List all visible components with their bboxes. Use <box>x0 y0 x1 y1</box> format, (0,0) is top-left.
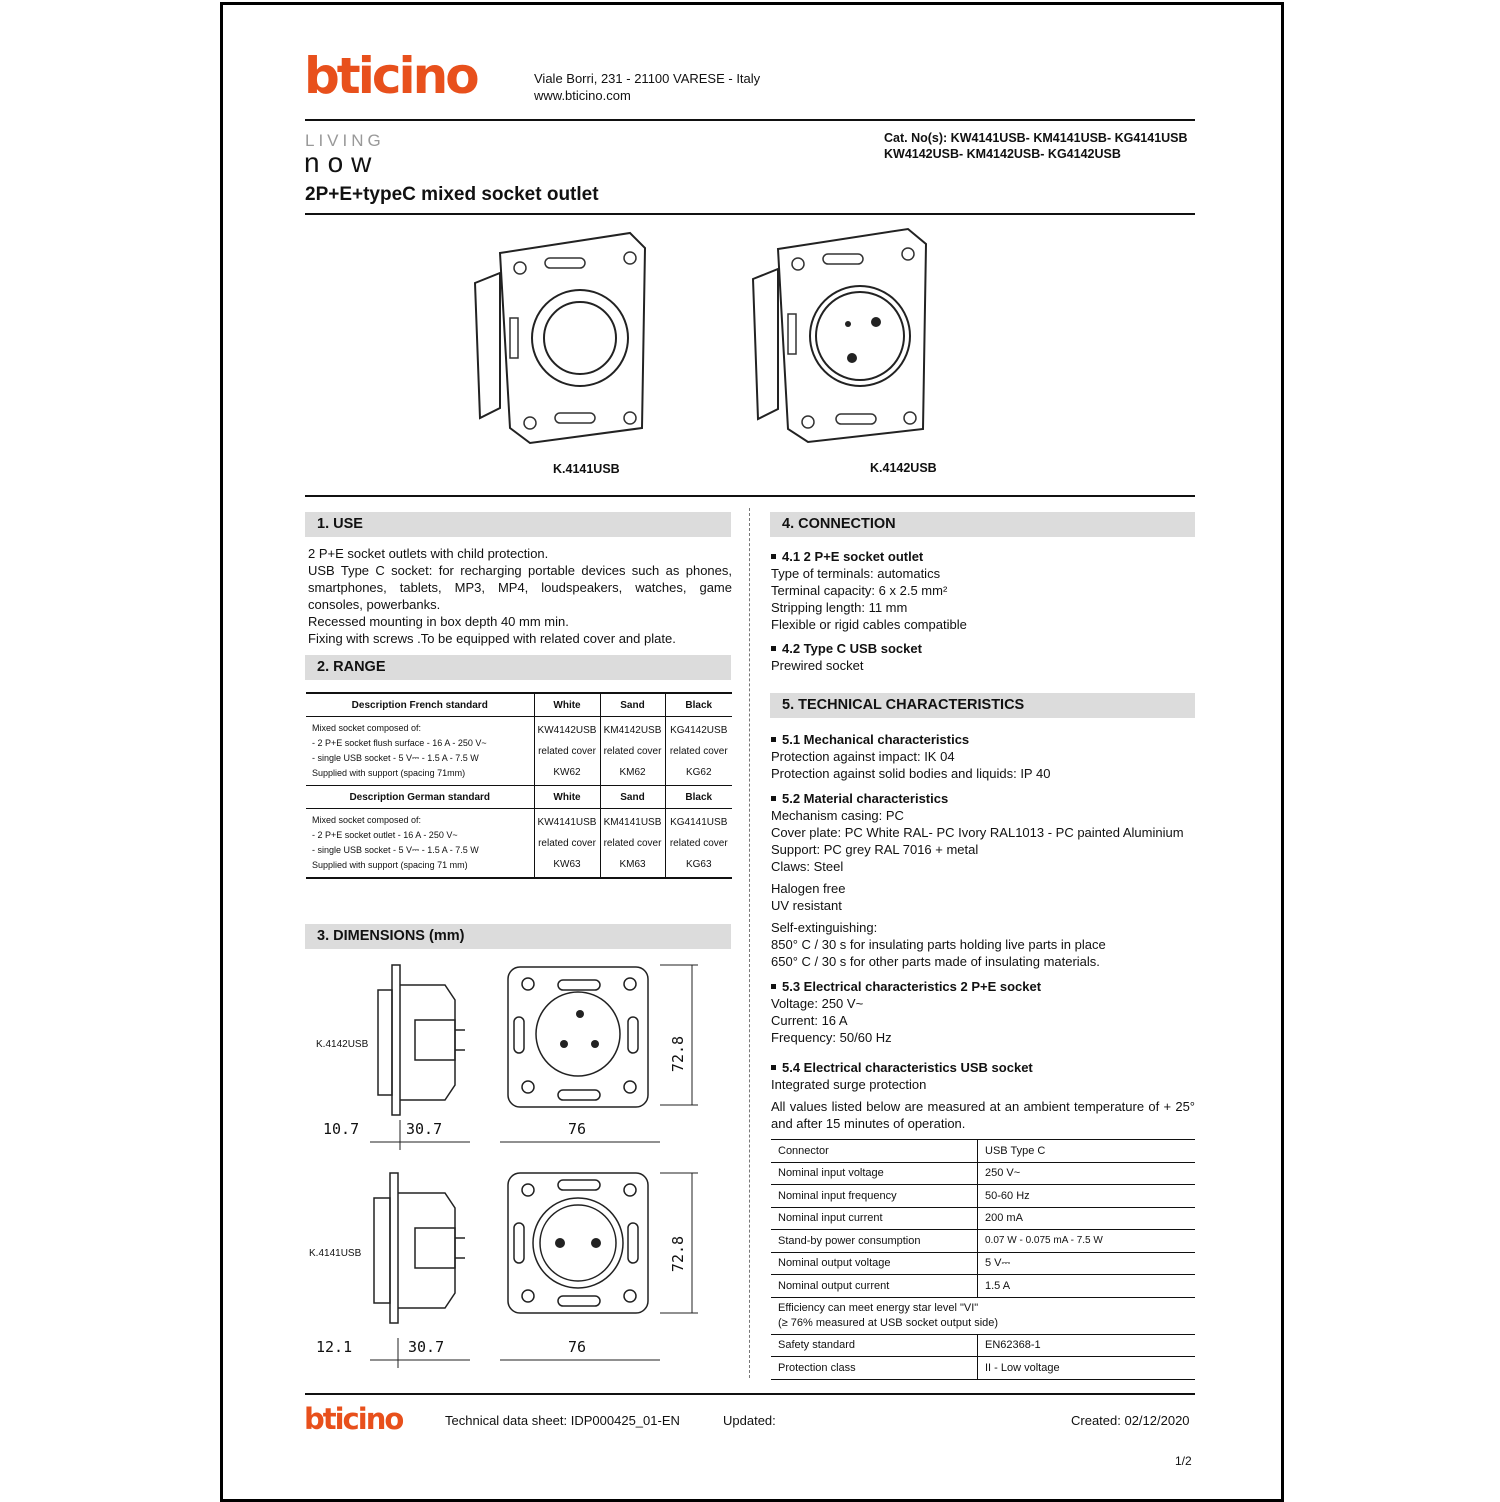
code: related cover <box>603 745 662 757</box>
dimension-value: 76 <box>568 1120 587 1138</box>
tech-line: 850° C / 30 s for insulating parts holding live parts in place <box>771 937 1106 952</box>
subsection-title <box>771 640 1195 657</box>
spec-label: Protection class <box>771 1357 978 1380</box>
spec-label: Nominal input current <box>771 1207 978 1230</box>
spec-row <box>771 1252 1195 1275</box>
desc-line: Mixed socket composed of: <box>312 815 422 825</box>
footer-sheet-id: Technical data sheet: IDP000425_01-EN <box>445 1413 680 1428</box>
tech-line: Claws: Steel <box>771 859 844 874</box>
page-number: 1/2 <box>1175 1454 1192 1468</box>
subsection-title <box>771 1059 1195 1076</box>
use-line: 2 P+E socket outlets with child protection. <box>308 546 549 561</box>
code: KW62 <box>553 766 581 778</box>
column-header: Sand <box>600 693 665 717</box>
code: related cover <box>669 745 728 757</box>
footer-updated: Updated: <box>723 1413 776 1428</box>
page-title: 2P+E+typeC mixed socket outlet <box>305 184 599 205</box>
connection-line: Type of terminals: automatics <box>771 566 941 581</box>
catalog-numbers <box>884 130 1188 162</box>
spec-value: II - Low voltage <box>978 1357 1196 1380</box>
range-header-row <box>306 693 732 717</box>
tech-line: Cover plate: PC White RAL- PC Ivory RAL1013 - PC painted Aluminium <box>771 825 1184 840</box>
spec-label: Nominal input voltage <box>771 1162 978 1185</box>
range-cell <box>534 809 600 879</box>
dimension-value: 72.8 <box>669 1035 688 1073</box>
website-link[interactable]: www.bticino.com <box>534 88 631 103</box>
range-description <box>306 809 534 879</box>
subsection-title <box>771 790 1195 807</box>
spec-label: Stand-by power consumption <box>771 1230 978 1253</box>
tech-line: Protection against impact: IK 04 <box>771 749 955 764</box>
subsection-title-text: 5.2 Material characteristics <box>782 791 949 806</box>
code: KM4142USB <box>603 724 662 736</box>
spec-row <box>771 1140 1195 1163</box>
spec-value: 5 V⎓ <box>978 1252 1196 1275</box>
column-header: Black <box>665 693 732 717</box>
tech-line: 650° C / 30 s for other parts made of insulating materials. <box>771 954 1100 969</box>
subsection-title-text: 5.1 Mechanical characteristics <box>782 732 970 747</box>
code: KG63 <box>685 858 712 870</box>
use-line: USB Type C socket: for recharging portable devices such as phones, smartphones, tablets, MP3, MP4, loudspeakers, watches, game consoles, powerbanks. <box>308 563 732 612</box>
spec-value: 250 V~ <box>978 1162 1196 1185</box>
technical-section <box>771 731 1195 1132</box>
tech-line: Halogen free <box>771 881 846 896</box>
tech-line: Frequency: 50/60 Hz <box>771 1030 892 1045</box>
column-header: Description French standard <box>351 699 488 711</box>
connection-line: Terminal capacity: 6 x 2.5 mm² <box>771 583 948 598</box>
code: related cover <box>603 837 662 849</box>
spec-label: Nominal input frequency <box>771 1185 978 1208</box>
range-cell <box>600 717 665 786</box>
tech-line: Current: 16 A <box>771 1013 848 1028</box>
spec-value: 50-60 Hz <box>978 1185 1196 1208</box>
section-technical-heading: 5. TECHNICAL CHARACTERISTICS <box>770 693 1195 718</box>
product-image-k4142usb <box>748 224 938 450</box>
dimension-value: 76 <box>568 1338 587 1356</box>
code: KG62 <box>685 766 712 778</box>
dimension-value: 30.7 <box>406 1120 443 1138</box>
code: related cover <box>538 837 596 849</box>
code: KM4141USB <box>603 816 662 828</box>
product-image-k4141usb <box>470 228 660 450</box>
connection-section <box>771 548 1195 674</box>
range-cell <box>665 809 732 879</box>
subsection-title <box>771 731 1195 748</box>
use-text <box>308 545 732 647</box>
tech-note: All values listed below are measured at an ambient temperature of + 25° and after 15 minutes of operation. <box>771 1099 1195 1131</box>
desc-line: - 2 P+E socket outlet - 16 A - 250 V~ <box>312 830 458 840</box>
efficiency-line: Efficiency can meet energy star level "VI" <box>778 1301 979 1314</box>
code: KG4141USB <box>670 816 728 828</box>
catalog-line: Cat. No(s): KW4141USB- KM4141USB- KG4141USB <box>884 131 1188 145</box>
spec-row-efficiency <box>771 1297 1195 1334</box>
spec-row <box>771 1230 1195 1253</box>
tech-line: UV resistant <box>771 898 842 913</box>
column-header: White <box>534 693 600 717</box>
connection-line: Flexible or rigid cables compatible <box>771 617 967 632</box>
desc-line: - single USB socket - 5 V⎓ - 1.5 A - 7.5 W <box>312 845 479 855</box>
section-connection-heading: 4. CONNECTION <box>770 512 1195 537</box>
spec-value: 200 mA <box>978 1207 1196 1230</box>
address-line: Viale Borri, 231 - 21100 VARESE - Italy <box>534 71 761 86</box>
use-line: Fixing with screws .To be equipped with related cover and plate. <box>308 631 676 646</box>
code: related cover <box>669 837 728 849</box>
range-cell <box>600 809 665 879</box>
spec-row <box>771 1275 1195 1298</box>
tech-line: Integrated surge protection <box>771 1077 927 1092</box>
series-name: LIVING <box>305 131 385 150</box>
tech-line: Support: PC grey RAL 7016 + metal <box>771 842 979 857</box>
desc-line: - 2 P+E socket flush surface - 16 A - 250 V~ <box>312 738 487 748</box>
dimension-value: 72.8 <box>669 1235 688 1273</box>
spec-row <box>771 1185 1195 1208</box>
spec-row <box>771 1334 1195 1357</box>
spec-row <box>771 1162 1195 1185</box>
catalog-line: KW4142USB- KM4142USB- KG4142USB <box>884 147 1121 161</box>
range-cell <box>534 717 600 786</box>
tech-line: Voltage: 250 V~ <box>771 996 864 1011</box>
range-table <box>306 692 732 879</box>
spec-value: USB Type C <box>978 1140 1196 1163</box>
range-row <box>306 809 732 879</box>
efficiency-note <box>771 1297 1195 1334</box>
spec-value: 1.5 A <box>978 1275 1196 1298</box>
dimension-value: 30.7 <box>408 1338 445 1356</box>
usb-spec-table <box>771 1139 1195 1380</box>
range-row <box>306 717 732 786</box>
side-view-drawing <box>360 960 470 1120</box>
divider <box>305 119 1195 121</box>
divider <box>305 213 1195 215</box>
efficiency-line: (≥ 76% measured at USB socket output side) <box>778 1316 999 1329</box>
spec-label: Safety standard <box>771 1334 978 1357</box>
dimension-label: K.4142USB <box>316 1039 369 1050</box>
connection-line: Prewired socket <box>771 658 864 673</box>
range-header-row <box>306 786 732 809</box>
subsection-title-text: 5.3 Electrical characteristics 2 P+E socket <box>782 979 1042 994</box>
section-use-heading: 1. USE <box>305 512 731 537</box>
series-name-2: now <box>304 147 380 178</box>
footer-logo: bticino <box>304 1402 403 1436</box>
column-header: White <box>534 786 600 809</box>
product-label: K.4142USB <box>870 461 937 475</box>
dimension-value: 12.1 <box>316 1338 353 1356</box>
connection-line: Stripping length: 11 mm <box>771 600 908 615</box>
spec-label: Nominal output voltage <box>771 1252 978 1275</box>
range-cell <box>665 717 732 786</box>
code: KG4142USB <box>670 724 728 736</box>
spec-label: Nominal output current <box>771 1275 978 1298</box>
divider <box>305 495 1195 497</box>
spec-label: Connector <box>771 1140 978 1163</box>
column-header: Description German standard <box>349 791 491 803</box>
spec-row <box>771 1357 1195 1380</box>
side-view-drawing <box>360 1168 470 1328</box>
spec-value: 0.07 W - 0.075 mA - 7.5 W <box>978 1230 1196 1253</box>
subsection-title-text: 5.4 Electrical characteristics USB socket <box>782 1060 1033 1075</box>
desc-line: Mixed socket composed of: <box>312 723 422 733</box>
range-description <box>306 717 534 786</box>
spec-row <box>771 1207 1195 1230</box>
divider <box>305 1393 1195 1395</box>
brand-logo: bticino <box>304 47 477 105</box>
use-line: Recessed mounting in box depth 40 mm min. <box>308 614 569 629</box>
column-header: Black <box>665 786 732 809</box>
code: KW4142USB <box>537 724 597 736</box>
code: KW4141USB <box>537 816 597 828</box>
code: related cover <box>538 745 596 757</box>
tech-line: Mechanism casing: PC <box>771 808 904 823</box>
subsection-title <box>771 978 1195 995</box>
dimension-label: K.4141USB <box>309 1248 362 1259</box>
code: KM63 <box>619 858 646 870</box>
product-label: K.4141USB <box>553 462 620 476</box>
tech-line: Self-extinguishing: <box>771 920 878 935</box>
code: KW63 <box>553 858 581 870</box>
desc-line: - single USB socket - 5 V⎓ - 1.5 A - 7.5 W <box>312 753 479 763</box>
code: KM62 <box>619 766 646 778</box>
dimension-value: 10.7 <box>323 1120 360 1138</box>
desc-line: Supplied with support (spacing 71 mm) <box>312 860 468 870</box>
subsection-title-text: 4.1 2 P+E socket outlet <box>782 549 924 564</box>
column-header: Sand <box>600 786 665 809</box>
brand-address <box>534 70 760 104</box>
subsection-title-text: 4.2 Type C USB socket <box>782 641 922 656</box>
footer-created: Created: 02/12/2020 <box>1071 1413 1190 1428</box>
desc-line: Supplied with support (spacing 71mm) <box>312 768 466 778</box>
spec-value: EN62368-1 <box>978 1334 1196 1357</box>
column-divider <box>749 508 750 1378</box>
tech-line: Protection against solid bodies and liquids: IP 40 <box>771 766 1051 781</box>
section-dimensions-heading: 3. DIMENSIONS (mm) <box>305 924 731 949</box>
subsection-title <box>771 548 1195 565</box>
section-range-heading: 2. RANGE <box>305 655 731 680</box>
